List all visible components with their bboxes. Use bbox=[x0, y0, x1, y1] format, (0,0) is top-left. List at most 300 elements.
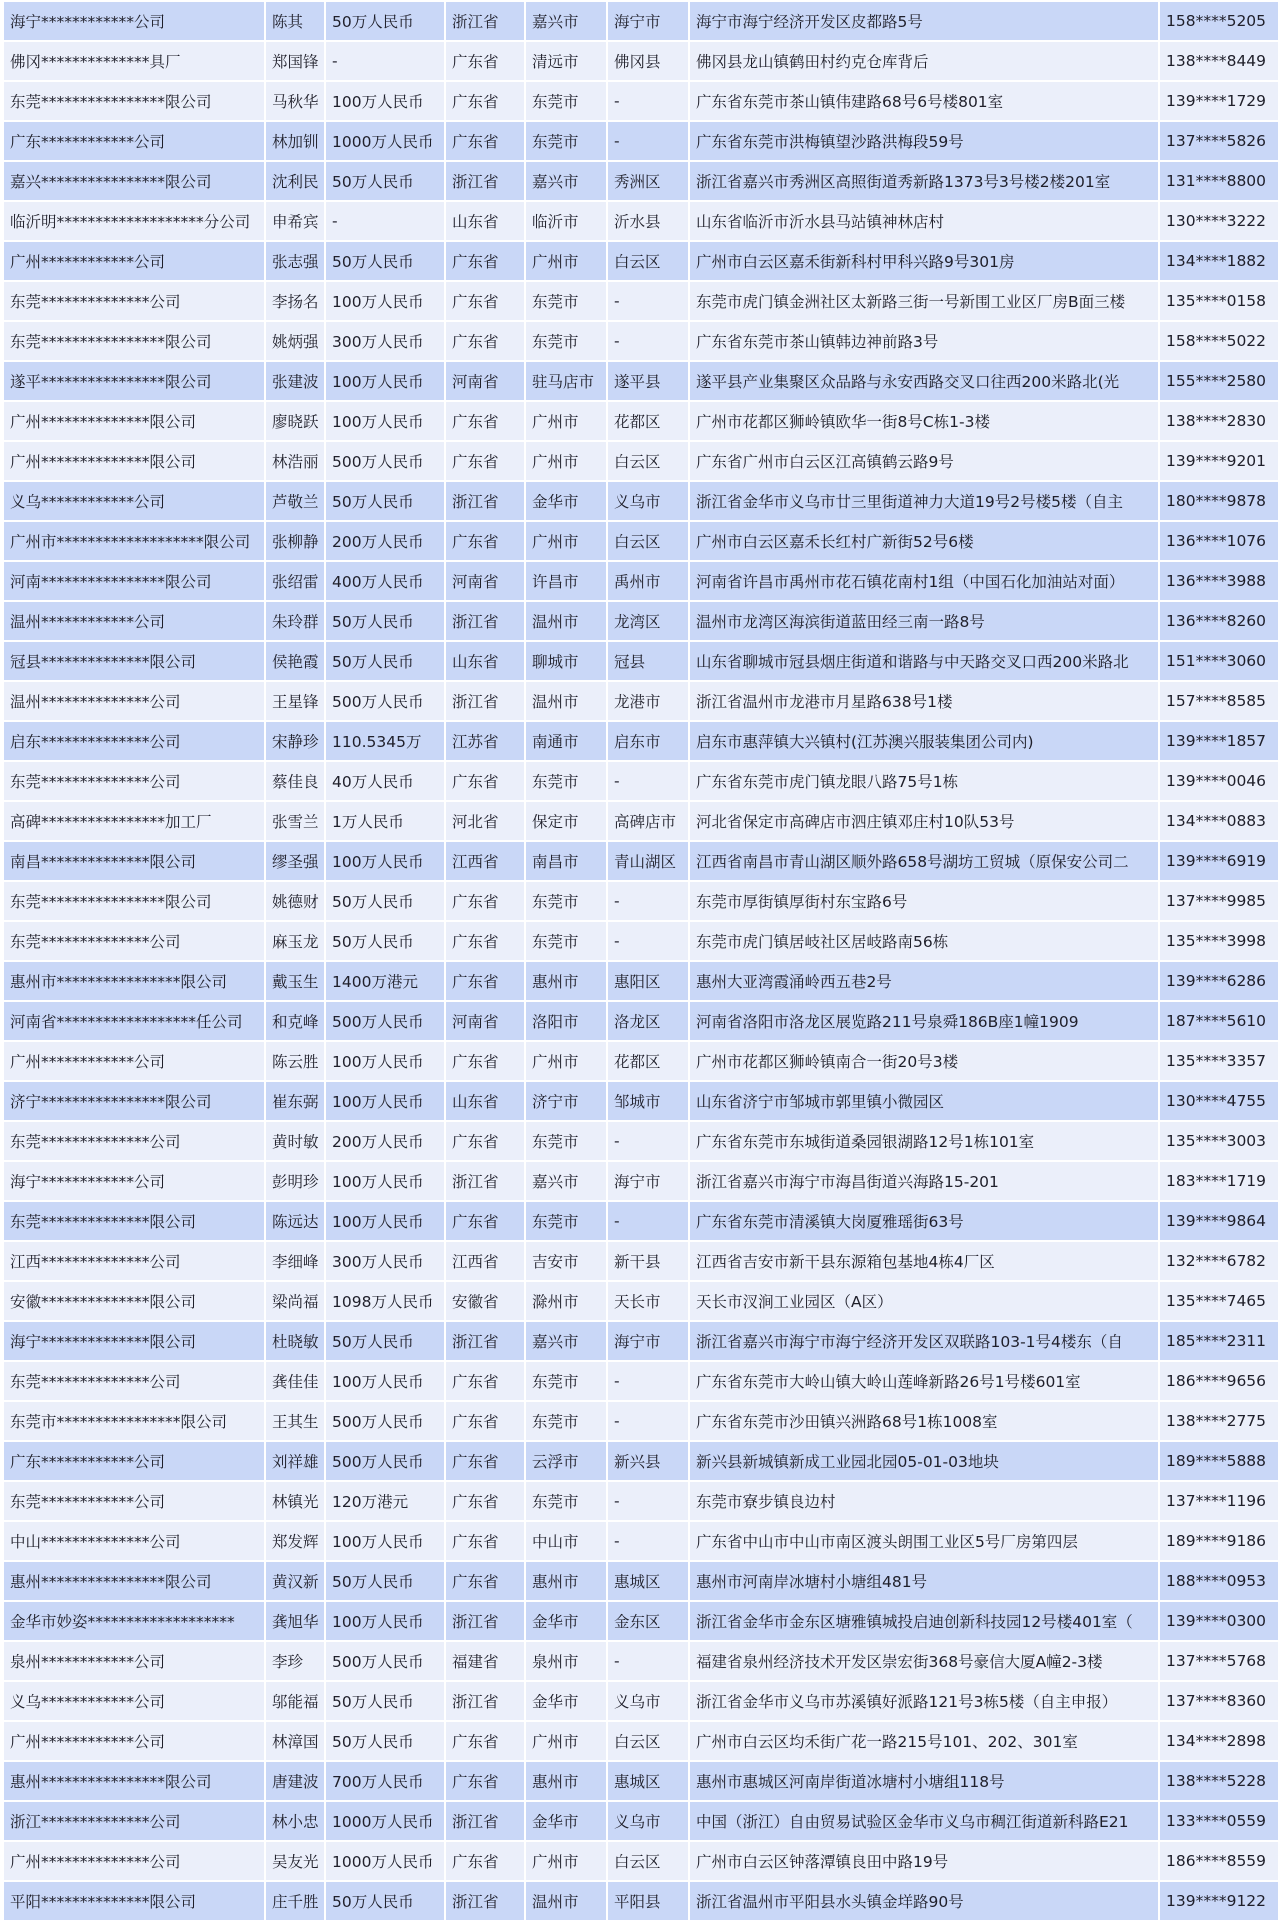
address-cell: 河北省保定市高碑店市泗庄镇邓庄村10队53号 bbox=[689, 801, 1159, 841]
district-cell: 平阳县 bbox=[607, 1881, 689, 1920]
phone-cell: 151****3060 bbox=[1159, 641, 1279, 681]
province-cell: 浙江省 bbox=[445, 1, 525, 41]
legal-person-cell: 陈云胜 bbox=[265, 1041, 325, 1081]
legal-person-cell: 龚旭华 bbox=[265, 1601, 325, 1641]
district-cell: 洛龙区 bbox=[607, 1001, 689, 1041]
province-cell: 浙江省 bbox=[445, 601, 525, 641]
province-cell: 广东省 bbox=[445, 961, 525, 1001]
phone-cell: 188****0953 bbox=[1159, 1561, 1279, 1601]
table-row bbox=[3, 1001, 1279, 1041]
company-name-cell: 临沂明*******************分公司 bbox=[3, 201, 265, 241]
table-row bbox=[3, 1761, 1279, 1801]
legal-person-cell: 申希宾 bbox=[265, 201, 325, 241]
address-cell: 浙江省嘉兴市海宁市海宁经济开发区双联路103-1号4楼东（自 bbox=[689, 1321, 1159, 1361]
phone-cell: 183****1719 bbox=[1159, 1161, 1279, 1201]
province-cell: 江西省 bbox=[445, 841, 525, 881]
city-cell: 广州市 bbox=[525, 1721, 607, 1761]
company-name-cell: 东莞************公司 bbox=[3, 1481, 265, 1521]
company-name-cell: 广州**************限公司 bbox=[3, 441, 265, 481]
city-cell: 东莞市 bbox=[525, 921, 607, 961]
district-cell: 新兴县 bbox=[607, 1441, 689, 1481]
district-cell: 新干县 bbox=[607, 1241, 689, 1281]
phone-cell: 137****1196 bbox=[1159, 1481, 1279, 1521]
registered-capital-cell: 100万人民币 bbox=[325, 361, 445, 401]
company-name-cell: 广州市*******************限公司 bbox=[3, 521, 265, 561]
city-cell: 惠州市 bbox=[525, 1561, 607, 1601]
registered-capital-cell: 700万人民币 bbox=[325, 1761, 445, 1801]
registered-capital-cell: 50万人民币 bbox=[325, 881, 445, 921]
phone-cell: 135****3003 bbox=[1159, 1121, 1279, 1161]
company-name-cell: 东莞**************公司 bbox=[3, 281, 265, 321]
table-row bbox=[3, 481, 1279, 521]
city-cell: 广州市 bbox=[525, 1841, 607, 1881]
registered-capital-cell: 50万人民币 bbox=[325, 1721, 445, 1761]
address-cell: 广州市花都区狮岭镇欧华一街8号C栋1-3楼 bbox=[689, 401, 1159, 441]
registered-capital-cell: 1098万人民币 bbox=[325, 1281, 445, 1321]
registered-capital-cell: 50万人民币 bbox=[325, 1881, 445, 1920]
city-cell: 广州市 bbox=[525, 241, 607, 281]
phone-cell: 158****5022 bbox=[1159, 321, 1279, 361]
address-cell: 东莞市厚街镇厚街村东宝路6号 bbox=[689, 881, 1159, 921]
legal-person-cell: 马秋华 bbox=[265, 81, 325, 121]
phone-cell: 137****8360 bbox=[1159, 1681, 1279, 1721]
phone-cell: 134****0883 bbox=[1159, 801, 1279, 841]
table-row bbox=[3, 1161, 1279, 1201]
district-cell: 海宁市 bbox=[607, 1, 689, 41]
registered-capital-cell: 400万人民币 bbox=[325, 561, 445, 601]
legal-person-cell: 林镇光 bbox=[265, 1481, 325, 1521]
legal-person-cell: 郑国锋 bbox=[265, 41, 325, 81]
legal-person-cell: 林漳国 bbox=[265, 1721, 325, 1761]
company-name-cell: 南昌**************限公司 bbox=[3, 841, 265, 881]
phone-cell: 137****5768 bbox=[1159, 1641, 1279, 1681]
legal-person-cell: 刘祥雄 bbox=[265, 1441, 325, 1481]
registered-capital-cell: 200万人民币 bbox=[325, 1121, 445, 1161]
company-name-cell: 东莞**************公司 bbox=[3, 921, 265, 961]
legal-person-cell: 姚德财 bbox=[265, 881, 325, 921]
registered-capital-cell: 1400万港元 bbox=[325, 961, 445, 1001]
province-cell: 江西省 bbox=[445, 1241, 525, 1281]
table-row bbox=[3, 1481, 1279, 1521]
city-cell: 东莞市 bbox=[525, 281, 607, 321]
registered-capital-cell: - bbox=[325, 41, 445, 81]
address-cell: 浙江省金华市义乌市苏溪镇好派路121号3栋5楼（自主申报） bbox=[689, 1681, 1159, 1721]
table-row bbox=[3, 1441, 1279, 1481]
company-name-cell: 海宁************公司 bbox=[3, 1161, 265, 1201]
address-cell: 广州市白云区均禾街广花一路215号101、202、301室 bbox=[689, 1721, 1159, 1761]
table-row bbox=[3, 601, 1279, 641]
district-cell: 花都区 bbox=[607, 1041, 689, 1081]
district-cell: - bbox=[607, 921, 689, 961]
phone-cell: 139****9201 bbox=[1159, 441, 1279, 481]
phone-cell: 132****6782 bbox=[1159, 1241, 1279, 1281]
registered-capital-cell: 200万人民币 bbox=[325, 521, 445, 561]
province-cell: 浙江省 bbox=[445, 1801, 525, 1841]
company-name-cell: 温州**************公司 bbox=[3, 681, 265, 721]
registered-capital-cell: 50万人民币 bbox=[325, 1561, 445, 1601]
company-name-cell: 广州************公司 bbox=[3, 241, 265, 281]
registered-capital-cell: 50万人民币 bbox=[325, 1, 445, 41]
company-name-cell: 义乌************公司 bbox=[3, 1681, 265, 1721]
registered-capital-cell: 50万人民币 bbox=[325, 1681, 445, 1721]
province-cell: 山东省 bbox=[445, 1081, 525, 1121]
city-cell: 东莞市 bbox=[525, 321, 607, 361]
province-cell: 广东省 bbox=[445, 881, 525, 921]
district-cell: - bbox=[607, 1121, 689, 1161]
address-cell: 广东省东莞市东城街道桑园银湖路12号1栋101室 bbox=[689, 1121, 1159, 1161]
district-cell: - bbox=[607, 121, 689, 161]
city-cell: 东莞市 bbox=[525, 1201, 607, 1241]
legal-person-cell: 杜晓敏 bbox=[265, 1321, 325, 1361]
phone-cell: 180****9878 bbox=[1159, 481, 1279, 521]
district-cell: 白云区 bbox=[607, 241, 689, 281]
city-cell: 温州市 bbox=[525, 681, 607, 721]
district-cell: - bbox=[607, 1361, 689, 1401]
legal-person-cell: 邬能福 bbox=[265, 1681, 325, 1721]
city-cell: 嘉兴市 bbox=[525, 1321, 607, 1361]
province-cell: 河北省 bbox=[445, 801, 525, 841]
province-cell: 广东省 bbox=[445, 1841, 525, 1881]
phone-cell: 138****5228 bbox=[1159, 1761, 1279, 1801]
phone-cell: 135****3357 bbox=[1159, 1041, 1279, 1081]
legal-person-cell: 张雪兰 bbox=[265, 801, 325, 841]
legal-person-cell: 林浩丽 bbox=[265, 441, 325, 481]
phone-cell: 186****9656 bbox=[1159, 1361, 1279, 1401]
city-cell: 南昌市 bbox=[525, 841, 607, 881]
company-records-table bbox=[2, 0, 1280, 1920]
province-cell: 福建省 bbox=[445, 1641, 525, 1681]
district-cell: 惠城区 bbox=[607, 1561, 689, 1601]
phone-cell: 138****2775 bbox=[1159, 1401, 1279, 1441]
city-cell: 金华市 bbox=[525, 481, 607, 521]
province-cell: 广东省 bbox=[445, 121, 525, 161]
city-cell: 嘉兴市 bbox=[525, 1, 607, 41]
registered-capital-cell: 50万人民币 bbox=[325, 161, 445, 201]
district-cell: 冠县 bbox=[607, 641, 689, 681]
city-cell: 金华市 bbox=[525, 1681, 607, 1721]
legal-person-cell: 朱玲群 bbox=[265, 601, 325, 641]
registered-capital-cell: 500万人民币 bbox=[325, 1641, 445, 1681]
address-cell: 惠州市河南岸冰塘村小塘组481号 bbox=[689, 1561, 1159, 1601]
company-name-cell: 东莞市****************限公司 bbox=[3, 1401, 265, 1441]
table-row bbox=[3, 41, 1279, 81]
address-cell: 广州市白云区嘉禾长红村广新街52号6楼 bbox=[689, 521, 1159, 561]
company-name-cell: 广东************公司 bbox=[3, 121, 265, 161]
address-cell: 东莞市虎门镇金洲社区太新路三街一号新围工业区厂房B面三楼 bbox=[689, 281, 1159, 321]
city-cell: 云浮市 bbox=[525, 1441, 607, 1481]
legal-person-cell: 侯艳霞 bbox=[265, 641, 325, 681]
city-cell: 嘉兴市 bbox=[525, 161, 607, 201]
city-cell: 温州市 bbox=[525, 1881, 607, 1920]
city-cell: 东莞市 bbox=[525, 1481, 607, 1521]
province-cell: 浙江省 bbox=[445, 1161, 525, 1201]
phone-cell: 139****1729 bbox=[1159, 81, 1279, 121]
address-cell: 广东省东莞市沙田镇兴洲路68号1栋1008室 bbox=[689, 1401, 1159, 1441]
company-name-cell: 温州************公司 bbox=[3, 601, 265, 641]
table-row bbox=[3, 441, 1279, 481]
province-cell: 广东省 bbox=[445, 921, 525, 961]
address-cell: 广东省广州市白云区江高镇鹤云路9号 bbox=[689, 441, 1159, 481]
province-cell: 广东省 bbox=[445, 1721, 525, 1761]
district-cell: - bbox=[607, 881, 689, 921]
legal-person-cell: 李扬名 bbox=[265, 281, 325, 321]
district-cell: 邹城市 bbox=[607, 1081, 689, 1121]
registered-capital-cell: 1000万人民币 bbox=[325, 121, 445, 161]
district-cell: 启东市 bbox=[607, 721, 689, 761]
company-name-cell: 河南省******************任公司 bbox=[3, 1001, 265, 1041]
legal-person-cell: 龚佳佳 bbox=[265, 1361, 325, 1401]
company-name-cell: 东莞****************限公司 bbox=[3, 881, 265, 921]
table-row bbox=[3, 921, 1279, 961]
phone-cell: 139****9864 bbox=[1159, 1201, 1279, 1241]
address-cell: 广东省东莞市大岭山镇大岭山莲峰新路26号1号楼601室 bbox=[689, 1361, 1159, 1401]
district-cell: 惠城区 bbox=[607, 1761, 689, 1801]
address-cell: 广州市花都区狮岭镇南合一街20号3楼 bbox=[689, 1041, 1159, 1081]
province-cell: 广东省 bbox=[445, 1441, 525, 1481]
province-cell: 浙江省 bbox=[445, 481, 525, 521]
phone-cell: 158****5205 bbox=[1159, 1, 1279, 41]
registered-capital-cell: 110.5345万 bbox=[325, 721, 445, 761]
address-cell: 福建省泉州经济技术开发区崇宏街368号豪信大厦A幢2-3楼 bbox=[689, 1641, 1159, 1681]
legal-person-cell: 王其生 bbox=[265, 1401, 325, 1441]
province-cell: 浙江省 bbox=[445, 1681, 525, 1721]
city-cell: 广州市 bbox=[525, 521, 607, 561]
registered-capital-cell: 100万人民币 bbox=[325, 1361, 445, 1401]
legal-person-cell: 李细峰 bbox=[265, 1241, 325, 1281]
company-name-cell: 佛冈**************具厂 bbox=[3, 41, 265, 81]
company-name-cell: 嘉兴****************限公司 bbox=[3, 161, 265, 201]
city-cell: 东莞市 bbox=[525, 1401, 607, 1441]
table-row bbox=[3, 1, 1279, 41]
district-cell: 龙港市 bbox=[607, 681, 689, 721]
phone-cell: 189****9186 bbox=[1159, 1521, 1279, 1561]
table-row bbox=[3, 361, 1279, 401]
phone-cell: 136****8260 bbox=[1159, 601, 1279, 641]
company-name-cell: 东莞**************公司 bbox=[3, 1121, 265, 1161]
city-cell: 滁州市 bbox=[525, 1281, 607, 1321]
table-row bbox=[3, 1681, 1279, 1721]
city-cell: 东莞市 bbox=[525, 81, 607, 121]
table-row bbox=[3, 881, 1279, 921]
address-cell: 广东省中山市中山市南区渡头朗围工业区5号厂房第四层 bbox=[689, 1521, 1159, 1561]
province-cell: 广东省 bbox=[445, 401, 525, 441]
district-cell: - bbox=[607, 761, 689, 801]
district-cell: 白云区 bbox=[607, 1841, 689, 1881]
phone-cell: 136****1076 bbox=[1159, 521, 1279, 561]
district-cell: 白云区 bbox=[607, 1721, 689, 1761]
company-name-cell: 海宁**************限公司 bbox=[3, 1321, 265, 1361]
province-cell: 广东省 bbox=[445, 1561, 525, 1601]
phone-cell: 185****2311 bbox=[1159, 1321, 1279, 1361]
district-cell: 秀洲区 bbox=[607, 161, 689, 201]
legal-person-cell: 庄千胜 bbox=[265, 1881, 325, 1920]
district-cell: 海宁市 bbox=[607, 1321, 689, 1361]
registered-capital-cell: 500万人民币 bbox=[325, 1441, 445, 1481]
table-row bbox=[3, 81, 1279, 121]
table-row bbox=[3, 721, 1279, 761]
district-cell: - bbox=[607, 281, 689, 321]
district-cell: - bbox=[607, 1641, 689, 1681]
registered-capital-cell: 500万人民币 bbox=[325, 1001, 445, 1041]
registered-capital-cell: 120万港元 bbox=[325, 1481, 445, 1521]
registered-capital-cell: 300万人民币 bbox=[325, 1241, 445, 1281]
address-cell: 广东省东莞市虎门镇龙眼八路75号1栋 bbox=[689, 761, 1159, 801]
city-cell: 中山市 bbox=[525, 1521, 607, 1561]
province-cell: 广东省 bbox=[445, 41, 525, 81]
legal-person-cell: 张绍雷 bbox=[265, 561, 325, 601]
legal-person-cell: 蔡佳良 bbox=[265, 761, 325, 801]
city-cell: 许昌市 bbox=[525, 561, 607, 601]
province-cell: 广东省 bbox=[445, 81, 525, 121]
city-cell: 济宁市 bbox=[525, 1081, 607, 1121]
district-cell: 龙湾区 bbox=[607, 601, 689, 641]
district-cell: 义乌市 bbox=[607, 1801, 689, 1841]
city-cell: 广州市 bbox=[525, 401, 607, 441]
company-name-cell: 东莞****************限公司 bbox=[3, 321, 265, 361]
province-cell: 浙江省 bbox=[445, 681, 525, 721]
province-cell: 浙江省 bbox=[445, 1601, 525, 1641]
address-cell: 温州市龙湾区海滨街道蓝田经三南一路8号 bbox=[689, 601, 1159, 641]
phone-cell: 139****0046 bbox=[1159, 761, 1279, 801]
city-cell: 保定市 bbox=[525, 801, 607, 841]
province-cell: 广东省 bbox=[445, 1361, 525, 1401]
province-cell: 河南省 bbox=[445, 561, 525, 601]
district-cell: 海宁市 bbox=[607, 1161, 689, 1201]
city-cell: 金华市 bbox=[525, 1601, 607, 1641]
district-cell: 沂水县 bbox=[607, 201, 689, 241]
registered-capital-cell: 100万人民币 bbox=[325, 81, 445, 121]
province-cell: 广东省 bbox=[445, 1121, 525, 1161]
city-cell: 东莞市 bbox=[525, 881, 607, 921]
district-cell: 禹州市 bbox=[607, 561, 689, 601]
legal-person-cell: 李珍 bbox=[265, 1641, 325, 1681]
registered-capital-cell: 50万人民币 bbox=[325, 641, 445, 681]
city-cell: 广州市 bbox=[525, 441, 607, 481]
province-cell: 广东省 bbox=[445, 1201, 525, 1241]
legal-person-cell: 张志强 bbox=[265, 241, 325, 281]
legal-person-cell: 黄汉新 bbox=[265, 1561, 325, 1601]
legal-person-cell: 麻玉龙 bbox=[265, 921, 325, 961]
legal-person-cell: 张柳静 bbox=[265, 521, 325, 561]
company-name-cell: 中山**************公司 bbox=[3, 1521, 265, 1561]
province-cell: 广东省 bbox=[445, 241, 525, 281]
table-row bbox=[3, 1401, 1279, 1441]
registered-capital-cell: 50万人民币 bbox=[325, 241, 445, 281]
company-name-cell: 惠州****************限公司 bbox=[3, 1561, 265, 1601]
registered-capital-cell: 500万人民币 bbox=[325, 441, 445, 481]
city-cell: 聊城市 bbox=[525, 641, 607, 681]
phone-cell: 139****6919 bbox=[1159, 841, 1279, 881]
legal-person-cell: 沈利民 bbox=[265, 161, 325, 201]
address-cell: 山东省聊城市冠县烟庄街道和谐路与中天路交叉口西200米路北 bbox=[689, 641, 1159, 681]
registered-capital-cell: 1000万人民币 bbox=[325, 1841, 445, 1881]
phone-cell: 138****8449 bbox=[1159, 41, 1279, 81]
address-cell: 佛冈县龙山镇鹤田村约克仓库背后 bbox=[689, 41, 1159, 81]
city-cell: 广州市 bbox=[525, 1041, 607, 1081]
registered-capital-cell: 100万人民币 bbox=[325, 1081, 445, 1121]
province-cell: 浙江省 bbox=[445, 1881, 525, 1920]
province-cell: 河南省 bbox=[445, 1001, 525, 1041]
city-cell: 东莞市 bbox=[525, 1121, 607, 1161]
table-row bbox=[3, 561, 1279, 601]
table-row bbox=[3, 1361, 1279, 1401]
district-cell: 高碑店市 bbox=[607, 801, 689, 841]
table-row bbox=[3, 281, 1279, 321]
table-row bbox=[3, 1121, 1279, 1161]
city-cell: 温州市 bbox=[525, 601, 607, 641]
registered-capital-cell: 1000万人民币 bbox=[325, 1801, 445, 1841]
legal-person-cell: 林小忠 bbox=[265, 1801, 325, 1841]
registered-capital-cell: 100万人民币 bbox=[325, 281, 445, 321]
registered-capital-cell: - bbox=[325, 201, 445, 241]
table-row bbox=[3, 1721, 1279, 1761]
province-cell: 广东省 bbox=[445, 281, 525, 321]
phone-cell: 130****4755 bbox=[1159, 1081, 1279, 1121]
table-row bbox=[3, 1041, 1279, 1081]
phone-cell: 189****5888 bbox=[1159, 1441, 1279, 1481]
legal-person-cell: 陈远达 bbox=[265, 1201, 325, 1241]
company-name-cell: 济宁****************限公司 bbox=[3, 1081, 265, 1121]
company-name-cell: 江西**************公司 bbox=[3, 1241, 265, 1281]
address-cell: 启东市惠萍镇大兴镇村(江苏澳兴服装集团公司内) bbox=[689, 721, 1159, 761]
table-row bbox=[3, 681, 1279, 721]
registered-capital-cell: 100万人民币 bbox=[325, 401, 445, 441]
address-cell: 广东省东莞市洪梅镇望沙路洪梅段59号 bbox=[689, 121, 1159, 161]
legal-person-cell: 姚炳强 bbox=[265, 321, 325, 361]
city-cell: 临沂市 bbox=[525, 201, 607, 241]
address-cell: 江西省南昌市青山湖区顺外路658号湖坊工贸城（原保安公司二 bbox=[689, 841, 1159, 881]
province-cell: 浙江省 bbox=[445, 1321, 525, 1361]
district-cell: 花都区 bbox=[607, 401, 689, 441]
address-cell: 江西省吉安市新干县东源箱包基地4栋4厂区 bbox=[689, 1241, 1159, 1281]
province-cell: 广东省 bbox=[445, 1521, 525, 1561]
address-cell: 广州市白云区嘉禾街新科村甲科兴路9号301房 bbox=[689, 241, 1159, 281]
company-name-cell: 海宁************公司 bbox=[3, 1, 265, 41]
company-name-cell: 广东************公司 bbox=[3, 1441, 265, 1481]
table-row bbox=[3, 401, 1279, 441]
table-row bbox=[3, 801, 1279, 841]
district-cell: 天长市 bbox=[607, 1281, 689, 1321]
company-name-cell: 东莞**************公司 bbox=[3, 761, 265, 801]
phone-cell: 139****0300 bbox=[1159, 1601, 1279, 1641]
province-cell: 广东省 bbox=[445, 321, 525, 361]
legal-person-cell: 廖晓跃 bbox=[265, 401, 325, 441]
city-cell: 东莞市 bbox=[525, 1361, 607, 1401]
legal-person-cell: 梁尚福 bbox=[265, 1281, 325, 1321]
legal-person-cell: 彭明珍 bbox=[265, 1161, 325, 1201]
registered-capital-cell: 100万人民币 bbox=[325, 1201, 445, 1241]
company-name-cell: 东莞****************限公司 bbox=[3, 81, 265, 121]
table-row bbox=[3, 1201, 1279, 1241]
phone-cell: 138****2830 bbox=[1159, 401, 1279, 441]
district-cell: 金东区 bbox=[607, 1601, 689, 1641]
phone-cell: 136****3988 bbox=[1159, 561, 1279, 601]
phone-cell: 130****3222 bbox=[1159, 201, 1279, 241]
phone-cell: 157****8585 bbox=[1159, 681, 1279, 721]
company-name-cell: 冠县**************限公司 bbox=[3, 641, 265, 681]
address-cell: 山东省济宁市邹城市郭里镇小微园区 bbox=[689, 1081, 1159, 1121]
table-row bbox=[3, 1801, 1279, 1841]
district-cell: 义乌市 bbox=[607, 481, 689, 521]
company-name-cell: 东莞**************公司 bbox=[3, 1361, 265, 1401]
records-table-body bbox=[3, 1, 1279, 1920]
legal-person-cell: 郑发辉 bbox=[265, 1521, 325, 1561]
table-row bbox=[3, 321, 1279, 361]
company-name-cell: 义乌************公司 bbox=[3, 481, 265, 521]
company-name-cell: 金华市妙姿******************* bbox=[3, 1601, 265, 1641]
province-cell: 广东省 bbox=[445, 1401, 525, 1441]
company-name-cell: 启东**************公司 bbox=[3, 721, 265, 761]
